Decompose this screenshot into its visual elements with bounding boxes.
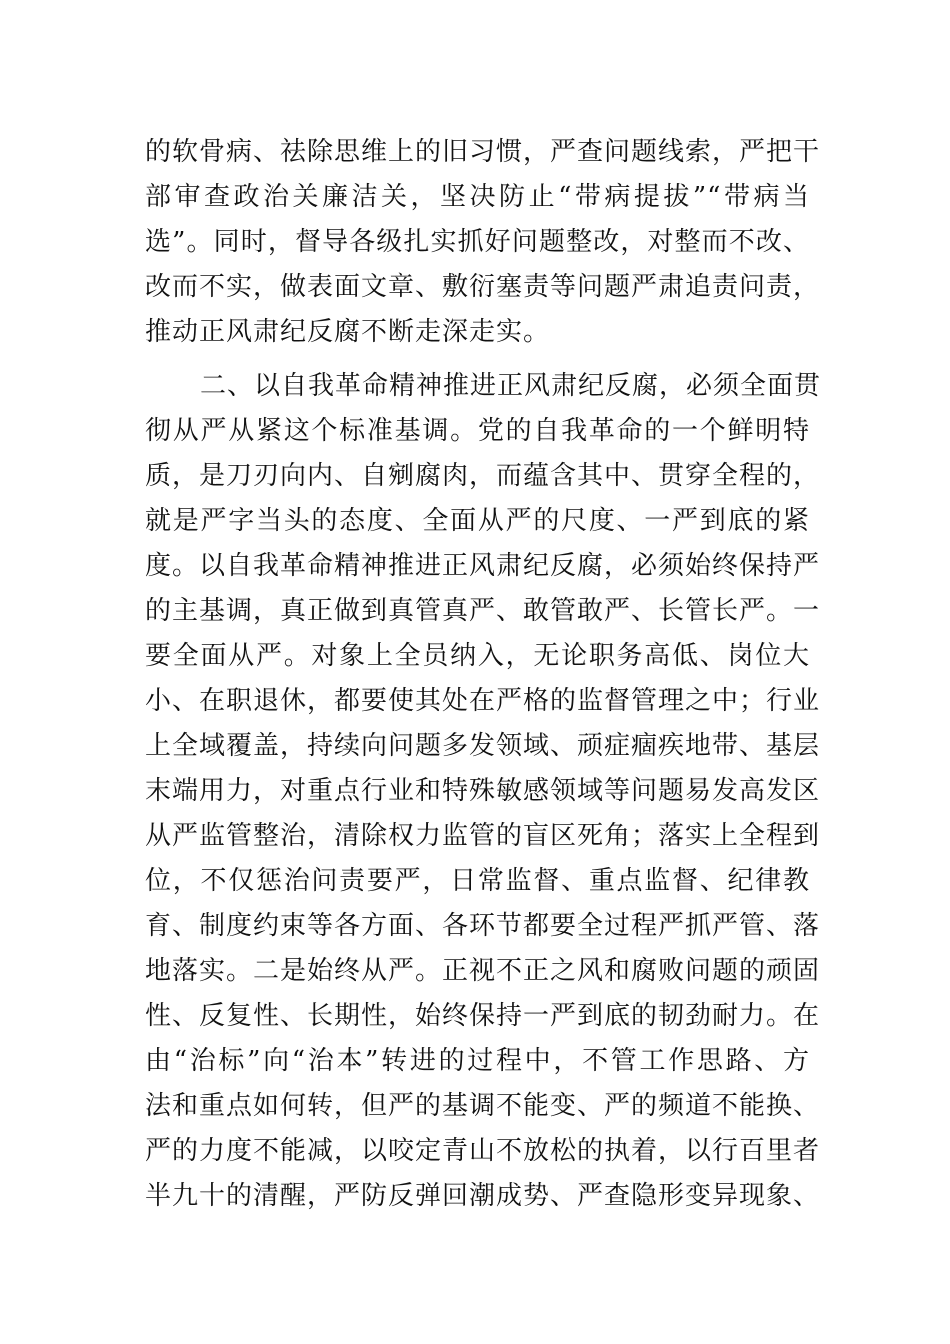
text-line: 育、制度约束等各方面、各环节都要全过程严抓严管、落	[145, 911, 821, 941]
text-line: 位，不仅惩治问责要严，日常监督、重点监督、纪律教	[145, 866, 810, 896]
text-line: 选”。同时，督导各级扎实抓好问题整改，对整而不改、	[145, 227, 810, 257]
text-line: 上全域覆盖，持续向问题多发领域、顽症痼疾地带、基层	[145, 731, 821, 761]
text-line: 质，是刀刃向内、自剜腐肉，而蕴含其中、贯穿全程的，	[145, 461, 821, 491]
text-line: 部审查政治关廉洁关，坚决防止“带病提拔”“带病当	[145, 182, 810, 212]
text-line: 要全面从严。对象上全员纳入，无论职务高低、岗位大	[145, 641, 810, 671]
text-line: 的软骨病、祛除思维上的旧习惯，严查问题线索，严把干	[145, 137, 821, 167]
text-line: 半九十的清醒，严防反弹回潮成势、严查隐形变异现象、	[145, 1181, 821, 1211]
text-line: 地落实。二是始终从严。正视不正之风和腐败问题的顽固	[145, 956, 821, 986]
text-line: 法和重点如何转，但严的基调不能变、严的频道不能换、	[145, 1091, 821, 1121]
text-line: 性、反复性、长期性，始终保持一严到底的韧劲耐力。在	[145, 1001, 821, 1031]
text-line: 小、在职退休，都要使其处在严格的监督管理之中；行业	[145, 686, 821, 716]
text-line: 严的力度不能减，以咬定青山不放松的执着，以行百里者	[145, 1136, 821, 1166]
text-line: 改而不实，做表面文章、敷衍塞责等问题严肃追责问责，	[145, 272, 821, 302]
text-line: 彻从严从紧这个标准基调。党的自我革命的一个鲜明特	[145, 416, 810, 446]
text-line: 就是严字当头的态度、全面从严的尺度、一严到底的紧	[145, 506, 810, 536]
text-line: 末端用力，对重点行业和特殊敏感领域等问题易发高发区	[145, 776, 821, 806]
text-line: 推动正风肃纪反腐不断走深走实。	[145, 317, 551, 347]
text-line: 度。以自我革命精神推进正风肃纪反腐，必须始终保持严	[145, 551, 821, 581]
text-line: 从严监管整治，清除权力监管的盲区死角；落实上全程到	[145, 821, 821, 851]
text-line: 的主基调，真正做到真管真严、敢管敢严、长管长严。一	[145, 596, 821, 626]
text-line: 由“治标”向“治本”转进的过程中，不管工作思路、方	[145, 1046, 810, 1076]
paragraph-first-line: 二、以自我革命精神推进正风肃纪反腐，必须全面贯	[200, 371, 822, 401]
